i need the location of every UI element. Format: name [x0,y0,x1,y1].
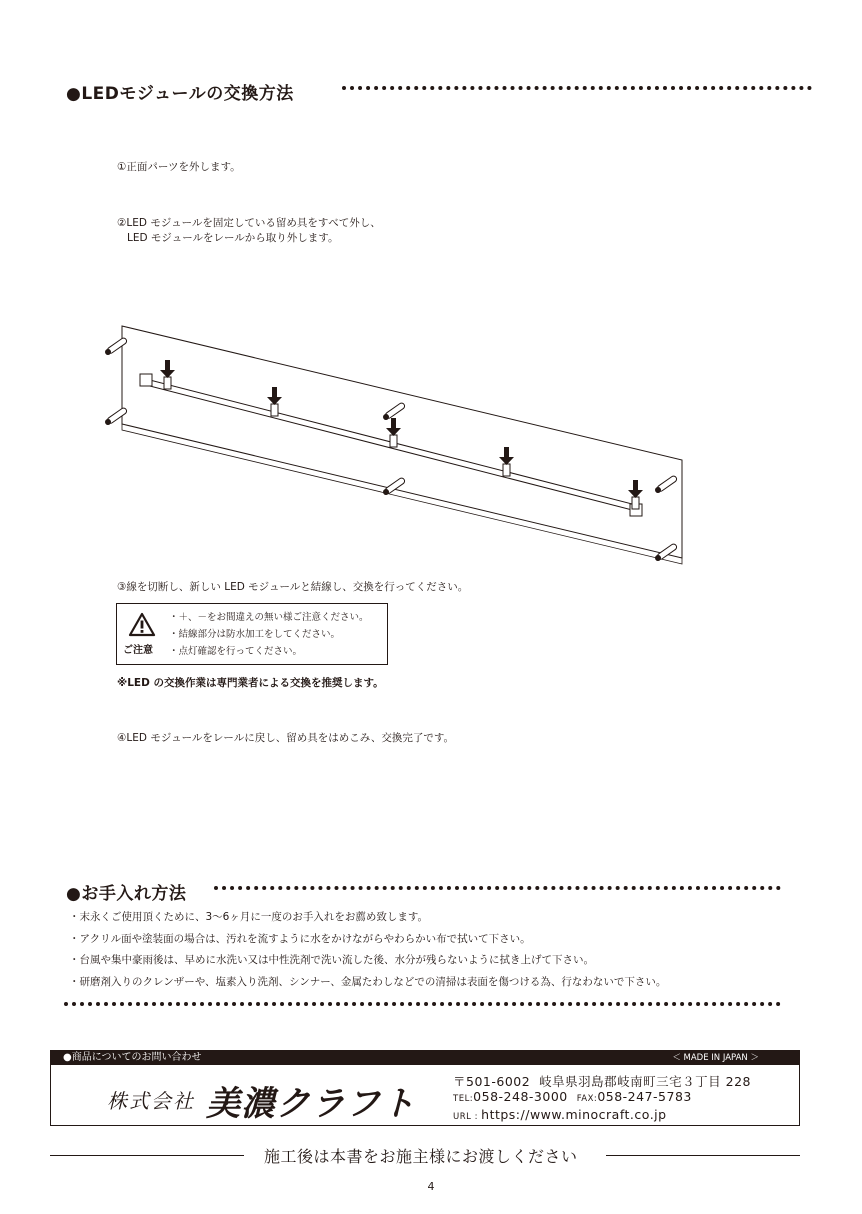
caution-list [169,609,369,660]
warning-triangle-icon [128,612,156,637]
caution-item: ・結線部分は防水加工をしてください。 [169,629,341,640]
step-1-text: ①正面パーツを外します。 [117,161,241,173]
contact-heading: ●商品についてのお問い合わせ [63,1052,202,1063]
section-title-maintenance: ●お手入れ方法 [66,884,187,904]
caution-item: ・点灯確認を行ってください。 [169,646,303,657]
led-rail-illustration [100,322,700,566]
contact-box [50,1050,800,1126]
footer-rule-right [606,1155,800,1156]
company-prefix: 株式会社 [107,1089,195,1113]
section-title-led-replacement: ●LEDモジュールの交換方法 [66,84,294,104]
maintenance-list [69,907,666,993]
tel-number: 058-248-3000 [473,1089,568,1104]
url-label: URL : [453,1112,482,1122]
caution-label: ご注意 [123,645,153,656]
address-line [453,1074,751,1089]
caution-item: ・＋、－をお間違えの無い様ご注意ください。 [169,612,369,623]
maintenance-item: ・アクリル面や塗装面の場合は、汚れを流すように水をかけながらやわらかい布で拭いて下さい。 [69,932,531,945]
section-divider-dotted [64,1002,781,1006]
fax-label: FAX: [576,1094,598,1104]
step-3-text: ③線を切断し、新しい LED モジュールと結線し、交換を行ってください。 [117,581,469,593]
maintenance-item: ・研磨剤入りのクレンザーや、塩素入り洗剤、シンナー、金属たわしなどでの清掃は表面を傷つける為、行なわないで下さい。 [69,975,667,988]
address: 岐阜県羽島郡岐南町三宅３丁目 228 [539,1074,751,1089]
phone-line [453,1089,751,1107]
maintenance-item: ・台風や集中豪雨後は、早めに水洗い又は中性洗剤で洗い流した後、水分が残らないように拭き上げて下さい。 [69,954,594,966]
handover-notice: 施工後は本書をお施主様にお渡しください [264,1147,578,1166]
footer-rule-left [50,1155,244,1156]
fax-number: 058-247-5783 [597,1089,692,1104]
postal-code: 〒501-6002 [453,1074,531,1089]
step-2-text: ②LED モジュールを固定している留め具をすべて外し、 LED モジュールをレールから取り外します。 [117,217,381,244]
page-number: 4 [427,1180,435,1193]
title-dotted-leader [342,86,812,90]
maintenance-item: ・末永くご使用頂くために、3～6ヶ月に一度のお手入れをお薦め致します。 [69,911,429,923]
step-4-text: ④LED モジュールをレールに戻し、留め具をはめこみ、交換完了です。 [117,732,454,744]
contact-header-bar [51,1051,799,1065]
company-logo: 美濃クラフト [206,1084,416,1124]
recommendation-note: ※LED の交換作業は専門業者による交換を推奨します。 [117,677,384,689]
caution-box [116,603,388,665]
url-line [453,1107,751,1125]
made-in-japan-label: ＜ MADE IN JAPAN ＞ [672,1053,759,1063]
title-dotted-leader [214,886,781,890]
company-address-block [453,1074,751,1125]
website-link[interactable]: https://www.minocraft.co.jp [481,1107,667,1122]
tel-label: TEL: [453,1094,474,1104]
